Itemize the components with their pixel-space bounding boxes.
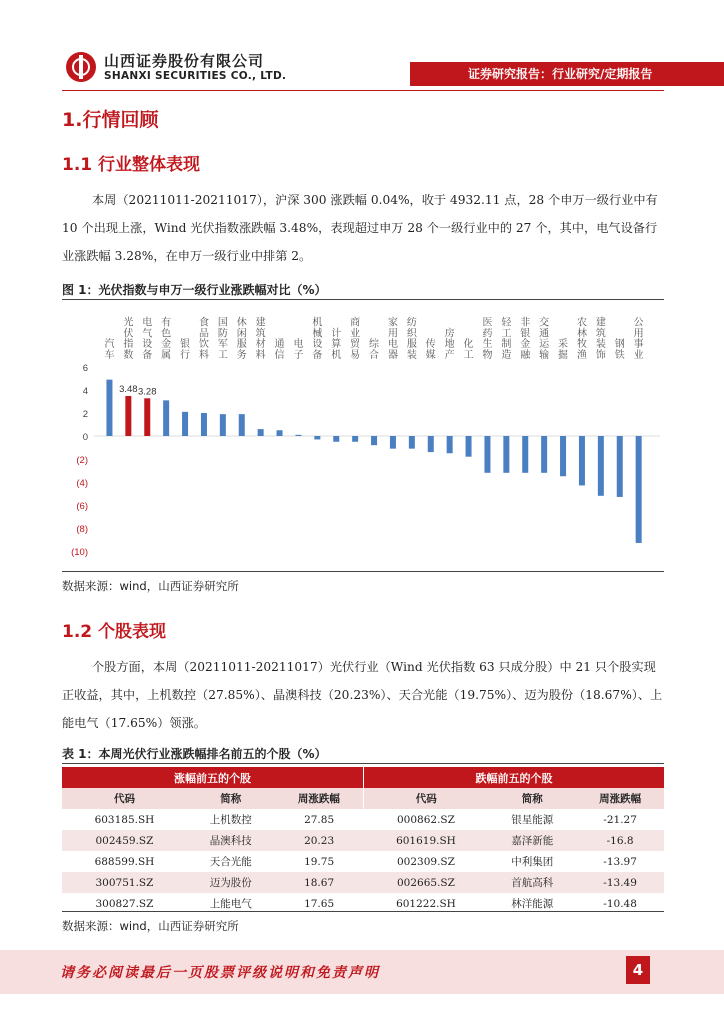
bar-建筑装饰 xyxy=(598,436,604,496)
category-label: 属 xyxy=(161,350,172,361)
category-label: 气 xyxy=(142,328,153,340)
cell-name: 上机数控 xyxy=(187,809,275,830)
bar-房地产 xyxy=(447,436,453,453)
y-tick-label: (2) xyxy=(76,455,88,466)
cell-change: -16.8 xyxy=(576,830,664,851)
bar-国防军工 xyxy=(220,414,226,436)
category-label: 商 xyxy=(350,317,361,329)
category-label: 休 xyxy=(236,317,247,329)
bar-汽车 xyxy=(106,380,112,436)
category-label: 银 xyxy=(180,339,191,351)
bar-计算机 xyxy=(333,436,339,442)
category-label: 产 xyxy=(444,350,455,361)
table-row xyxy=(62,872,664,893)
y-tick-label: (6) xyxy=(76,501,88,512)
cell-change: 18.67 xyxy=(275,872,364,893)
figure-caption: 图 1：光伏指数与申万一级行业涨跌幅对比（%） xyxy=(62,283,327,297)
category-label: 媒 xyxy=(425,350,436,361)
category-label: 家 xyxy=(387,317,398,329)
category-label: 服 xyxy=(236,339,247,351)
category-label: 掘 xyxy=(558,350,569,361)
table-caption-rule xyxy=(62,763,664,764)
cell-code: 688599.SH xyxy=(62,851,187,872)
industry-paragraph: 本周（20211011-20211017），沪深 300 涨跌幅 0.04%，收于 4932.11 点，28 个申万一级行业中有 10 个出现上涨，Wind 光伏指数涨跌幅 3.48%，表现超过申万 28 个一级行业中的 27 个，其中，电气设备行业涨跌幅 3.28%，在申万一级行业中排第 2。 xyxy=(62,193,658,263)
bar-轻工制造 xyxy=(503,436,509,473)
footer-disclaimer: 请务必阅读最后一页股票评级说明和免责声明 xyxy=(60,965,380,981)
y-tick-label: 2 xyxy=(82,409,88,420)
cell-code: 601222.SH xyxy=(364,893,489,914)
category-label: 国 xyxy=(217,317,228,329)
category-label: 工 xyxy=(501,328,512,340)
cell-name: 迈为股份 xyxy=(187,872,275,893)
bar-建筑材料 xyxy=(258,429,264,436)
bar-化工 xyxy=(466,436,472,457)
category-label: 传 xyxy=(425,339,436,351)
category-label: 数 xyxy=(123,350,134,361)
category-label: 计 xyxy=(331,328,342,340)
category-label: 贸 xyxy=(350,339,361,351)
bar-电子 xyxy=(295,435,301,436)
category-label: 运 xyxy=(539,339,550,351)
category-label: 地 xyxy=(444,339,455,351)
industry-bar-chart xyxy=(62,302,664,568)
category-label: 指 xyxy=(123,339,134,351)
category-label: 轻 xyxy=(501,317,512,329)
bar-机械设备 xyxy=(314,436,320,439)
group-gainers: 涨幅前五的个股 xyxy=(62,767,364,788)
bar-医药生物 xyxy=(484,436,490,473)
category-label: 通 xyxy=(539,328,550,340)
cell-change: -21.27 xyxy=(576,809,664,830)
category-label: 银 xyxy=(520,328,531,340)
category-label: 公 xyxy=(633,317,644,329)
category-label: 金 xyxy=(161,339,172,351)
bar-公用事业 xyxy=(636,436,642,543)
category-label: 饰 xyxy=(595,350,606,361)
category-label: 生 xyxy=(482,339,493,351)
category-label: 用 xyxy=(387,328,398,340)
category-label: 设 xyxy=(142,339,153,351)
figure-bottom-rule xyxy=(62,571,664,572)
category-label: 筑 xyxy=(255,328,266,340)
category-label: 色 xyxy=(161,328,172,340)
bar-农林牧渔 xyxy=(579,436,585,485)
cell-name: 首航高科 xyxy=(488,872,576,893)
category-label: 品 xyxy=(198,328,209,340)
group-losers: 跌幅前五的个股 xyxy=(364,767,665,788)
category-label: 用 xyxy=(633,328,644,340)
table-row xyxy=(62,809,664,830)
col-change: 周涨跌幅 xyxy=(275,788,364,809)
category-label: 机 xyxy=(312,317,323,329)
category-label: 交 xyxy=(539,317,550,329)
company-logo xyxy=(66,52,96,82)
section-title: 1.行情回顾 xyxy=(62,109,159,131)
cell-change: -10.48 xyxy=(576,893,664,914)
cell-name: 晶澳科技 xyxy=(187,830,275,851)
category-label: 车 xyxy=(104,350,115,361)
category-label: 装 xyxy=(406,350,417,361)
category-label: 有 xyxy=(161,317,172,329)
category-label: 渔 xyxy=(576,350,587,361)
bar-采掘 xyxy=(560,436,566,476)
category-label: 信 xyxy=(274,350,285,361)
y-tick-label: (10) xyxy=(71,547,88,558)
category-label: 事 xyxy=(633,339,644,351)
category-label: 业 xyxy=(350,328,361,340)
category-label: 铁 xyxy=(614,350,625,361)
category-label: 算 xyxy=(331,339,342,351)
subsection-title-industry: 1.1 行业整体表现 xyxy=(62,155,201,175)
category-label: 筑 xyxy=(595,328,606,340)
bar-钢铁 xyxy=(617,436,623,497)
col-code: 代码 xyxy=(62,788,187,809)
category-label: 械 xyxy=(312,328,323,340)
bar-银行 xyxy=(182,412,188,436)
y-tick-label: 6 xyxy=(82,363,88,374)
category-label: 牧 xyxy=(576,339,587,351)
table-column-header xyxy=(62,788,664,809)
category-label: 机 xyxy=(331,350,342,361)
cell-code: 002665.SZ xyxy=(364,872,489,893)
category-label: 采 xyxy=(558,339,569,351)
col-change: 周涨跌幅 xyxy=(576,788,664,809)
category-label: 建 xyxy=(595,317,606,329)
category-label: 药 xyxy=(482,328,493,340)
category-label: 金 xyxy=(520,339,531,351)
y-tick-label: 0 xyxy=(82,432,88,443)
category-label: 钢 xyxy=(614,339,625,351)
cell-name: 银星能源 xyxy=(488,809,576,830)
subsection-title-stocks: 1.2 个股表现 xyxy=(62,622,167,642)
table-row xyxy=(62,851,664,872)
category-label: 务 xyxy=(236,350,247,361)
category-label: 伏 xyxy=(123,328,134,340)
cell-name: 中利集团 xyxy=(488,851,576,872)
bar-休闲服务 xyxy=(239,414,245,436)
bar-有色金属 xyxy=(163,400,169,436)
col-name: 简称 xyxy=(488,788,576,809)
category-label: 设 xyxy=(312,339,323,351)
cell-code: 002309.SZ xyxy=(364,851,489,872)
bar-食品饮料 xyxy=(201,413,207,436)
bar-电气设备 xyxy=(144,398,150,436)
company-name-en: SHANXI SECURITIES CO., LTD. xyxy=(104,70,287,82)
category-label: 业 xyxy=(633,350,644,361)
category-label: 工 xyxy=(217,350,228,361)
category-label: 纺 xyxy=(406,317,417,329)
cell-name: 林洋能源 xyxy=(488,893,576,914)
bar-传媒 xyxy=(428,436,434,452)
category-label: 备 xyxy=(142,350,153,361)
category-label: 建 xyxy=(255,317,266,329)
bar-非银金融 xyxy=(522,436,528,473)
y-tick-label: (4) xyxy=(76,478,88,489)
category-label: 装 xyxy=(595,339,606,351)
data-label: 3.48 xyxy=(119,383,138,395)
category-label: 医 xyxy=(482,317,493,329)
category-label: 饮 xyxy=(198,339,209,351)
category-label: 织 xyxy=(406,328,417,340)
table-row xyxy=(62,830,664,851)
cell-change: -13.97 xyxy=(576,851,664,872)
table-caption: 表 1：本周光伏行业涨跌幅排名前五的个股（%） xyxy=(62,747,327,761)
cell-change: -13.49 xyxy=(576,872,664,893)
category-label: 料 xyxy=(198,350,209,361)
page-number: 4 xyxy=(626,956,650,984)
cell-name: 上能电气 xyxy=(187,893,275,914)
category-label: 合 xyxy=(369,350,380,361)
col-code: 代码 xyxy=(364,788,489,809)
table-source: 数据来源：wind，山西证券研究所 xyxy=(62,919,239,933)
category-label: 易 xyxy=(350,350,361,361)
table-bottom-rule xyxy=(62,911,664,912)
data-label: 3.28 xyxy=(138,386,157,398)
cell-change: 17.65 xyxy=(275,893,364,914)
bar-光伏指数 xyxy=(125,396,131,436)
col-name: 简称 xyxy=(187,788,275,809)
bar-综合 xyxy=(371,436,377,445)
bar-通信 xyxy=(277,430,283,436)
bar-商业贸易 xyxy=(352,436,358,442)
category-label: 材 xyxy=(255,339,266,351)
category-label: 输 xyxy=(539,350,550,361)
y-tick-label: (8) xyxy=(76,524,88,535)
category-label: 融 xyxy=(520,350,531,361)
category-label: 备 xyxy=(312,350,323,361)
category-label: 非 xyxy=(520,317,531,329)
bar-交通运输 xyxy=(541,436,547,473)
category-label: 汽 xyxy=(104,339,115,351)
category-label: 房 xyxy=(444,328,455,340)
category-label: 制 xyxy=(501,339,512,351)
stocks-paragraph: 个股方面，本周（20211011-20211017）光伏行业（Wind 光伏指数 63 只成分股）中 21 只个股实现正收益，其中，上机数控（27.85%）、晶澳科技（20.23%）、天合光能（19.75%）、迈为股份（18.67%）、上能电气（17.65%）领涨。 xyxy=(62,660,663,730)
category-label: 电 xyxy=(142,317,153,329)
cell-name: 天合光能 xyxy=(187,851,275,872)
category-label: 化 xyxy=(463,339,474,351)
header-divider xyxy=(62,90,664,91)
category-label: 军 xyxy=(217,339,228,351)
category-label: 造 xyxy=(501,350,512,361)
category-label: 行 xyxy=(180,350,191,361)
category-label: 林 xyxy=(576,328,587,340)
cell-name: 嘉泽新能 xyxy=(488,830,576,851)
category-label: 食 xyxy=(198,317,209,329)
category-label: 料 xyxy=(255,350,266,361)
y-tick-label: 4 xyxy=(82,386,88,397)
cell-code: 603185.SH xyxy=(62,809,187,830)
category-label: 防 xyxy=(217,328,228,340)
bar-纺织服装 xyxy=(409,436,415,449)
category-label: 光 xyxy=(123,317,134,329)
category-label: 工 xyxy=(463,350,474,361)
category-label: 服 xyxy=(406,339,417,351)
cell-code: 300751.SZ xyxy=(62,872,187,893)
cell-change: 27.85 xyxy=(275,809,364,830)
cell-code: 300827.SZ xyxy=(62,893,187,914)
category-label: 综 xyxy=(369,339,380,351)
category-label: 农 xyxy=(576,317,587,329)
category-label: 物 xyxy=(482,350,493,361)
top-bottom-stocks-table xyxy=(62,767,664,914)
category-label: 闲 xyxy=(236,328,247,340)
table-group-header xyxy=(62,767,664,788)
category-label: 通 xyxy=(274,339,285,351)
category-label: 器 xyxy=(387,350,398,361)
caption-rule xyxy=(62,299,664,300)
bar-家用电器 xyxy=(390,436,396,449)
cell-code: 000862.SZ xyxy=(364,809,489,830)
category-label: 电 xyxy=(293,339,304,351)
report-type: 证券研究报告：行业研究/定期报告 xyxy=(468,67,653,81)
cell-change: 19.75 xyxy=(275,851,364,872)
company-name-cn: 山西证券股份有限公司 xyxy=(104,52,265,70)
cell-code: 002459.SZ xyxy=(62,830,187,851)
category-label: 电 xyxy=(387,339,398,351)
category-label: 子 xyxy=(293,350,304,361)
figure-source: 数据来源：wind，山西证券研究所 xyxy=(62,579,239,593)
cell-change: 20.23 xyxy=(275,830,364,851)
cell-code: 601619.SH xyxy=(364,830,489,851)
